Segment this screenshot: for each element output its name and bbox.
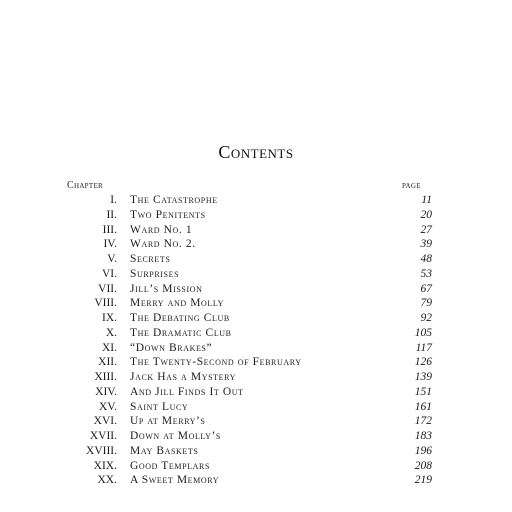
chapter-title: Merry and Molly [130, 297, 224, 310]
chapter-number: XII. [98, 356, 117, 369]
chapter-title: Saint Lucy [130, 400, 189, 413]
chapter-number: XIX. [93, 459, 117, 472]
chapter-title: Ward No. 1 [130, 223, 193, 236]
chapter-column-header: Chapter [67, 180, 103, 191]
page-number: 139 [414, 371, 432, 383]
chapter-title: Ward No. 2. [130, 238, 196, 251]
chapter-number: XVIII. [86, 444, 117, 457]
page-number: 11 [421, 194, 432, 206]
page-number: 105 [414, 326, 432, 339]
chapter-number: IX. [101, 312, 117, 324]
toc-entry [0, 326, 512, 341]
page-number: 208 [414, 459, 432, 472]
toc-entry [0, 208, 512, 223]
chapter-title: May Baskets [130, 444, 199, 457]
chapter-number: X. [105, 326, 117, 339]
page-number: 48 [420, 253, 432, 265]
page-number: 53 [420, 267, 432, 280]
toc-entry [0, 370, 512, 385]
chapter-number: V. [107, 253, 117, 265]
table-of-contents [0, 193, 512, 488]
chapter-title: Up at Merry’s [130, 415, 206, 428]
toc-entry [0, 252, 512, 267]
toc-entry [0, 296, 512, 311]
toc-entry [0, 429, 512, 444]
toc-entry [0, 444, 512, 459]
chapter-number: XVI. [93, 415, 117, 428]
page-number: 92 [420, 312, 432, 324]
toc-entry [0, 267, 512, 282]
chapter-title: The Debating Club [130, 312, 230, 324]
toc-entry [0, 282, 512, 297]
page-number: 27 [420, 223, 432, 236]
page-number: 117 [415, 341, 432, 354]
chapter-number: VIII. [94, 297, 117, 310]
toc-entry [0, 385, 512, 400]
page-number: 79 [420, 297, 432, 310]
chapter-number: XI. [101, 341, 117, 354]
chapter-title: Down at Molly’s [130, 430, 221, 442]
chapter-number: IV. [103, 238, 117, 251]
chapter-title: Jack Has a Mystery [130, 371, 236, 383]
chapter-title: The Catastrophe [130, 194, 218, 206]
chapter-title: Secrets [130, 253, 171, 265]
toc-entry [0, 473, 512, 488]
page-column-header: page [402, 180, 421, 191]
chapter-title: And Jill Finds It Out [130, 385, 244, 398]
page-number: 196 [414, 444, 432, 457]
chapter-number: VI. [101, 267, 117, 280]
page-number: 20 [420, 208, 432, 221]
page-title: Contents [218, 142, 294, 162]
page-number: 39 [420, 238, 432, 251]
chapter-number: XIV. [95, 385, 117, 398]
chapter-number: XX. [97, 474, 117, 487]
chapter-title: The Twenty-Second of February [130, 356, 302, 369]
toc-entry [0, 400, 512, 415]
chapter-title: A Sweet Memory [130, 474, 220, 487]
toc-entry [0, 355, 512, 370]
chapter-title: Good Templars [130, 459, 211, 472]
chapter-number: VII. [98, 282, 117, 295]
page-number: 126 [414, 356, 432, 369]
page-number: 67 [420, 282, 432, 295]
chapter-number: I. [110, 194, 117, 206]
toc-entry [0, 193, 512, 208]
chapter-number: XVII. [89, 430, 117, 442]
toc-entry [0, 414, 512, 429]
toc-entry [0, 311, 512, 326]
toc-entry [0, 237, 512, 252]
chapter-title: Surprises [130, 267, 180, 280]
toc-entry [0, 223, 512, 238]
toc-entry [0, 341, 512, 356]
page-number: 161 [414, 400, 432, 413]
chapter-title: The Dramatic Club [130, 326, 232, 339]
page-number: 172 [414, 415, 432, 428]
page-number: 219 [414, 474, 432, 487]
chapter-number: II. [106, 208, 117, 221]
page-number: 183 [414, 430, 432, 442]
chapter-title: Two Penitents [130, 208, 206, 221]
chapter-number: XIII. [94, 371, 117, 383]
chapter-number: XV. [98, 400, 117, 413]
page-number: 151 [414, 385, 432, 398]
chapter-title: “Down Brakes” [130, 341, 213, 354]
chapter-title: Jill’s Mission [130, 282, 203, 295]
chapter-number: III. [102, 223, 117, 236]
toc-entry [0, 459, 512, 474]
